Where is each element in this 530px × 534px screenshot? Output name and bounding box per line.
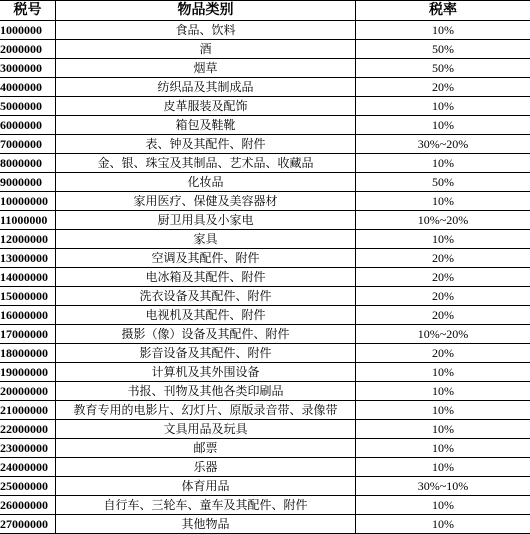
item-category-cell: 洗衣设备及其配件、附件	[56, 287, 356, 306]
item-category-cell: 教育专用的电影片、幻灯片、原版录音带、录像带	[56, 401, 356, 420]
tax-rate-cell: 10%	[356, 21, 530, 40]
tax-rate-cell: 20%	[356, 78, 530, 97]
table-row	[0, 515, 530, 534]
table-row	[0, 439, 530, 458]
item-category-cell: 影音设备及其配件、附件	[56, 344, 356, 363]
table-row	[0, 420, 530, 439]
item-category-cell: 纺织品及其制成品	[56, 78, 356, 97]
item-category-cell: 邮票	[56, 439, 356, 458]
table-row	[0, 458, 530, 477]
tax-rate-cell: 10%	[356, 382, 530, 401]
tax-rate-cell: 10%	[356, 458, 530, 477]
tax-code-cell: 21000000	[0, 401, 56, 420]
tax-code-cell: 10000000	[0, 192, 56, 211]
table-row	[0, 40, 530, 59]
tax-code-cell: 27000000	[0, 515, 56, 534]
tax-rate-cell: 20%	[356, 249, 530, 268]
table-row	[0, 325, 530, 344]
tax-rate-cell: 50%	[356, 173, 530, 192]
table-row	[0, 382, 530, 401]
table-row	[0, 192, 530, 211]
table-row	[0, 401, 530, 420]
tax-rate-cell: 10%	[356, 97, 530, 116]
tax-rate-cell: 30%~10%	[356, 477, 530, 496]
tax-code-cell: 18000000	[0, 344, 56, 363]
tax-rate-cell: 10%	[356, 420, 530, 439]
table-row	[0, 154, 530, 173]
tax-rate-cell: 10%	[356, 116, 530, 135]
table-row	[0, 173, 530, 192]
tax-rate-cell: 10%	[356, 496, 530, 515]
tax-rate-cell: 10%	[356, 439, 530, 458]
table-row	[0, 78, 530, 97]
item-category-cell: 其他物品	[56, 515, 356, 534]
tax-rate-cell: 10%	[356, 230, 530, 249]
table-row	[0, 230, 530, 249]
item-category-cell: 皮革服装及配饰	[56, 97, 356, 116]
tax-code-cell: 17000000	[0, 325, 56, 344]
tax-code-cell: 8000000	[0, 154, 56, 173]
tax-code-cell: 5000000	[0, 97, 56, 116]
tax-code-cell: 13000000	[0, 249, 56, 268]
table-row	[0, 21, 530, 40]
tax-code-cell: 14000000	[0, 268, 56, 287]
tax-code-cell: 26000000	[0, 496, 56, 515]
tax-rate-cell: 10%	[356, 401, 530, 420]
table-header	[0, 1, 530, 21]
tax-code-cell: 23000000	[0, 439, 56, 458]
tax-code-cell: 22000000	[0, 420, 56, 439]
tax-rate-cell: 10%	[356, 363, 530, 382]
tax-code-cell: 9000000	[0, 173, 56, 192]
item-category-cell: 空调及其配件、附件	[56, 249, 356, 268]
header-item-category: 物品类别	[56, 1, 356, 21]
tax-code-cell: 25000000	[0, 477, 56, 496]
item-category-cell: 电冰箱及其配件、附件	[56, 268, 356, 287]
tax-code-cell: 7000000	[0, 135, 56, 154]
tax-code-cell: 20000000	[0, 382, 56, 401]
item-category-cell: 表、钟及其配件、附件	[56, 135, 356, 154]
tax-rate-cell: 30%~20%	[356, 135, 530, 154]
tax-code-cell: 4000000	[0, 78, 56, 97]
tax-rate-cell: 50%	[356, 59, 530, 78]
item-category-cell: 化妆品	[56, 173, 356, 192]
table-row	[0, 97, 530, 116]
item-category-cell: 箱包及鞋靴	[56, 116, 356, 135]
item-category-cell: 厨卫用具及小家电	[56, 211, 356, 230]
tax-code-cell: 3000000	[0, 59, 56, 78]
table-row	[0, 287, 530, 306]
tax-rate-cell: 10%~20%	[356, 211, 530, 230]
tax-code-cell: 16000000	[0, 306, 56, 325]
tax-code-cell: 11000000	[0, 211, 56, 230]
tax-code-cell: 19000000	[0, 363, 56, 382]
table-row	[0, 496, 530, 515]
header-tax-code: 税号	[0, 1, 56, 21]
item-category-cell: 计算机及其外围设备	[56, 363, 356, 382]
header-row	[0, 1, 530, 21]
tax-code-cell: 24000000	[0, 458, 56, 477]
table-row	[0, 135, 530, 154]
table-row	[0, 306, 530, 325]
item-category-cell: 家用医疗、保健及美容器材	[56, 192, 356, 211]
item-category-cell: 文具用品及玩具	[56, 420, 356, 439]
item-category-cell: 书报、刊物及其他各类印刷品	[56, 382, 356, 401]
tax-rate-cell: 20%	[356, 306, 530, 325]
table-row	[0, 363, 530, 382]
tax-rate-cell: 20%	[356, 344, 530, 363]
item-category-cell: 自行车、三轮车、童车及其配件、附件	[56, 496, 356, 515]
tax-rate-cell: 20%	[356, 287, 530, 306]
item-category-cell: 电视机及其配件、附件	[56, 306, 356, 325]
item-category-cell: 酒	[56, 40, 356, 59]
item-category-cell: 摄影（像）设备及其配件、附件	[56, 325, 356, 344]
table-row	[0, 59, 530, 78]
tax-code-cell: 1000000	[0, 21, 56, 40]
tax-rate-cell: 10%	[356, 154, 530, 173]
tax-code-cell: 6000000	[0, 116, 56, 135]
tax-code-cell: 12000000	[0, 230, 56, 249]
table-row	[0, 211, 530, 230]
tax-code-cell: 2000000	[0, 40, 56, 59]
table-row	[0, 116, 530, 135]
item-category-cell: 乐器	[56, 458, 356, 477]
item-category-cell: 食品、饮料	[56, 21, 356, 40]
item-category-cell: 家具	[56, 230, 356, 249]
tax-rate-cell: 20%	[356, 268, 530, 287]
table-row	[0, 268, 530, 287]
table-row	[0, 477, 530, 496]
header-tax-rate: 税率	[356, 1, 530, 21]
tax-rate-cell: 10%	[356, 192, 530, 211]
tax-rate-cell: 10%~20%	[356, 325, 530, 344]
tax-rate-cell: 10%	[356, 515, 530, 534]
table-row	[0, 344, 530, 363]
item-category-cell: 体育用品	[56, 477, 356, 496]
table-row	[0, 249, 530, 268]
table-body	[0, 21, 530, 534]
tax-rate-cell: 50%	[356, 40, 530, 59]
item-category-cell: 烟草	[56, 59, 356, 78]
item-category-cell: 金、银、珠宝及其制品、艺术品、收藏品	[56, 154, 356, 173]
tax-code-cell: 15000000	[0, 287, 56, 306]
